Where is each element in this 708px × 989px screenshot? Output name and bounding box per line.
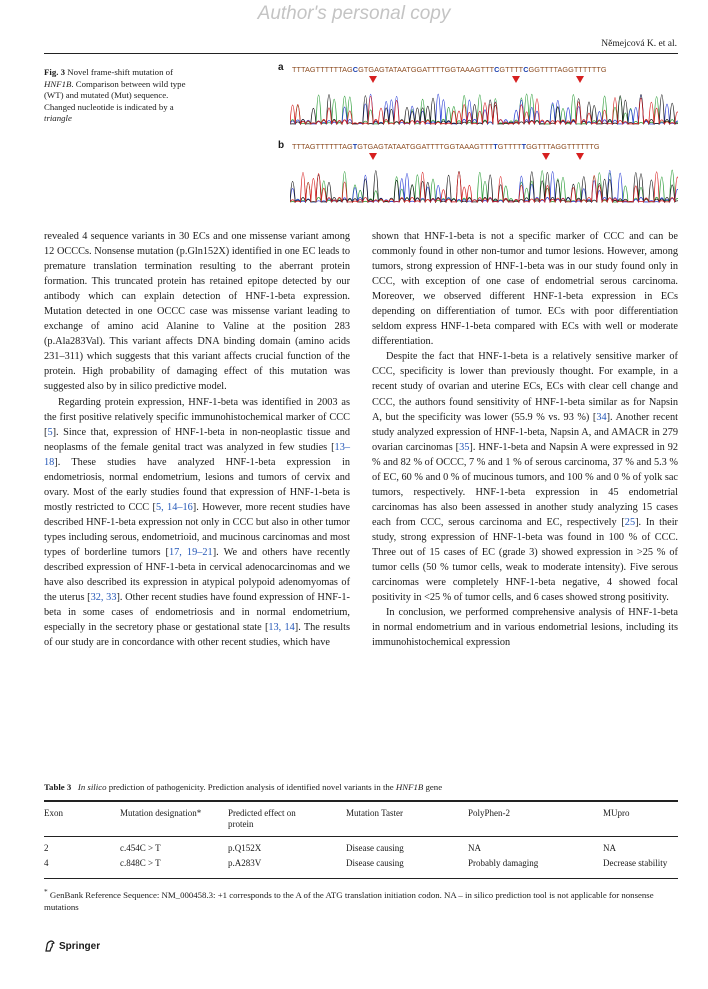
column-header: Mutation Taster: [346, 808, 403, 818]
table-cell: 2: [44, 843, 49, 853]
table-cell: Decrease stability: [603, 857, 668, 868]
table-row: [44, 837, 678, 857]
column-header: Predicted effect on protein: [228, 808, 296, 829]
paragraph: Regarding protein expression, HNF-1-beta was identified in 2003 as the first positive relatively specific immunohistochemical marker of CCC [5]. Since that, expression of HNF-1-beta in non-neoplastic tissue and neoplasms of the female genital tract was analyzed in few studies [13–18]. These studies have analyzed HNF-1-beta expression in endometriosis, normal endometrium, lesions and tumors of cervix and ovary. Most of the early studies found that expression of HNF-1-beta is mostly restricted to CCC [5, 14–16]. However, more recent studies have described HNF-1-beta expression not only in CCC but also in other tumor types including serous, endometrioid, and mucinous carcinomas and most types of borderline tumors [17, 19–21]. We and others have recently described expression of HNF-1-beta in cervical adenocarcinomas and we have also described its expression in atypical polypoid adenomyomas of the uterus [32, 33]. Other recent studies have found expression of HNF-1-beta in some cases of endometriosis and in normal endometrium, especially in the secretory phase or gestational state [13, 14]. The results of our study are in concordance with other recent studies, which have: [44, 396, 350, 649]
mutation-triangle-icon: [542, 153, 550, 160]
column-header: Mutation designation*: [120, 808, 202, 818]
chromatogram-b: [290, 161, 678, 203]
column-header: PolyPhen-2: [468, 808, 511, 818]
panel-a-label: a: [278, 62, 284, 73]
table-row: [44, 857, 678, 872]
paragraph: shown that HNF-1-beta is not a specific marker of CCC and can be commonly found in other non-tumor and tumor lesions. However, among tumors, strong expression of HNF-1-beta was in our study found only in CCC, with exception of one case of endometrial serous carcinoma. Moreover, we observed different HNF-1-beta expression in ECs depending on differentiation of tumor. ECs with poor differentiation seldom express HNF-1-beta compared with ECs with well or moderate differentiation.: [372, 231, 678, 348]
panel-b-label: b: [278, 140, 285, 151]
figure-label: Fig. 3: [44, 67, 66, 77]
column-header: MUpro: [603, 808, 630, 818]
citation-link[interactable]: 32, 33: [90, 592, 117, 604]
citation-link[interactable]: 35: [459, 441, 470, 453]
table-cell: Disease causing: [346, 857, 404, 868]
table-cell: c.848C > T: [120, 857, 161, 868]
header-rule: [44, 53, 678, 54]
trace-a: [290, 94, 678, 124]
citation-link[interactable]: 25: [624, 516, 636, 528]
citation-link[interactable]: 13, 14: [268, 622, 295, 634]
citation-link[interactable]: 34: [596, 411, 607, 423]
table-cell: NA: [603, 843, 616, 853]
table-cell: p.A283V: [228, 857, 262, 868]
table-cell: Probably damaging: [468, 857, 539, 868]
springer-horse-icon: [44, 940, 56, 952]
running-head: Němejcová K. et al.: [601, 39, 677, 49]
table-cell: 4: [44, 857, 49, 868]
table-bottom-rule: [44, 878, 678, 879]
body-right-column: [372, 229, 678, 650]
citation-link[interactable]: 17, 19–21: [168, 546, 213, 558]
chromatogram-a: [290, 85, 678, 125]
paragraph: revealed 4 sequence variants in 30 ECs and one missense variant among 12 OCCCs. Nonsense mutation (p.Gln152X) identified in one EC leads to premature translation termination resulting to the aberrant protein formation. This truncated protein has retained epitope detected by our antibody which can explain detection of HNF-1-beta expression. Mutation detected in one OCCC case was missense variant leading to exchange of amino acid Alanine to Valine at the position 283 (p.Ala283Val). This variant affects DNA binding domain (amino acids 231–311) which suggests that this variant affects crucial function of the protein. High probability of damaging effect of this mutation was suggested also by in silico predictive model.: [44, 231, 350, 393]
citation-link[interactable]: 5: [47, 426, 53, 438]
mutation-triangle-icon: [576, 76, 584, 83]
column-header: Exon: [44, 808, 63, 818]
prediction-table: [44, 804, 678, 871]
figure-caption: Fig. 3 Novel frame-shift mutation of HNF1B. Comparison between wild type (WT) and mutated (Mut) sequence. Changed nucleotide is indicated by a triangle: [44, 67, 186, 124]
citation-link[interactable]: 13–18: [44, 441, 350, 468]
table-cell: c.454C > T: [120, 843, 161, 853]
citation-link[interactable]: 5, 14–16: [155, 501, 193, 513]
paragraph: Despite the fact that HNF-1-beta is a relatively sensitive marker of CCC, specificity is lower than previously thought. For example, in a recent study of ovarian and uterine ECs, ECs with clear cell change and CCC, the authors found sensitivity of HNF-1-beta similar as for Napsin A, but the specificity was lower (55.9 % vs. 93 %) [34]. Another recent study analyzed expression of HNF-1-beta, Napsin A, and AMACR in 279 ovarian carcinomas [35]. HNF-1-beta and Napsin A were expressed in 92 % and 82 % of OCCC, 7 % and 1 % of serous carcinoma, 37 % and 5.3 % of EC, 60 % and 0 % of mucinous tumors, and 100 % and 0 % of yolk sac tumors, respectively. HNF-1-beta expression in 45 endometrial carcinomas has also been assessed in another study analyzing 15 cases each from CCC, serous carcinoma and EC, respectively [25]. In their study, strong expression of HNF-1-beta was found in 100 % of CCC. Three out of 15 cases of EC (grade 3) showed expression in >25 % of tumor cells (50 % tumor cells, weak to moderate intensity). Five serous carcinomas were completely HNF-1-beta negative, 4 showed focal positivity in <25 % of tumor cells, and 6 cases showed strong positivity.: [372, 351, 678, 604]
table-cell: p.Q152X: [228, 843, 262, 853]
mutation-triangle-icon: [369, 153, 377, 160]
mutation-triangle-icon: [576, 153, 584, 160]
table-cell: Disease causing: [346, 843, 404, 853]
table-label: Table 3: [44, 782, 72, 792]
body-left-column: [44, 229, 350, 650]
trace-a: [290, 170, 678, 202]
watermark: Author's personal copy: [257, 3, 451, 24]
table-cell: NA: [468, 843, 481, 853]
table-top-rule: [44, 800, 678, 802]
table-header-row: [44, 804, 678, 837]
mutation-triangle-icon: [512, 76, 520, 83]
publisher-logo: Springer: [44, 940, 100, 952]
paragraph: In conclusion, we performed comprehensive analysis of HNF-1-beta in normal endometrium and in various endometrial lesions, including its immunohistochemical expression: [372, 607, 678, 649]
mutation-triangle-icon: [369, 76, 377, 83]
panel-b-sequence: TTTAGTTTTTTAGTGTGAGTATAATGGATTTTGGTAAAGTTTTGTTTTTGGTTTAGGTTTTTTG: [292, 142, 600, 151]
panel-a-sequence: TTTAGTTTTTTAGCGTGAGTATAATGGATTTTGGTAAAGTTTCGTTTTCGGTTTTAGGTTTTTTG: [292, 65, 607, 74]
table-footnote: * GenBank Reference Sequence: NM_000458.3: +1 corresponds to the A of the ATG translation initiation codon. NA – in silico prediction tool is not applicable for nonsense mutations: [44, 887, 654, 913]
table-caption: Table 3 In silico prediction of pathogenicity. Prediction analysis of identified novel variants in the HNF1B gene: [44, 782, 443, 792]
